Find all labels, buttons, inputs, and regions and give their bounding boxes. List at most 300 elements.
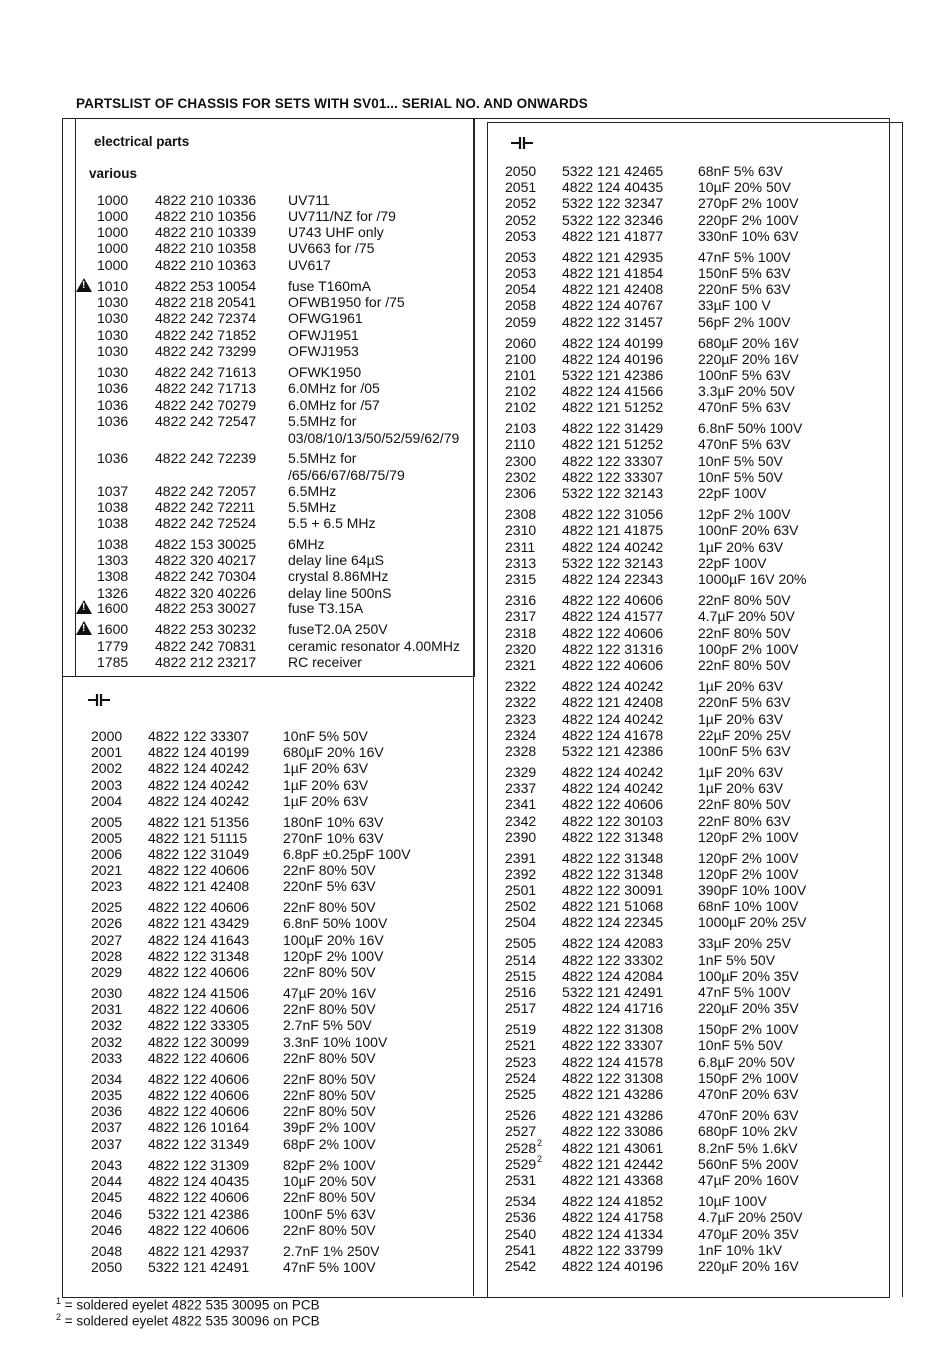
position-number: 2003	[91, 777, 123, 793]
table-row	[0, 539, 950, 555]
position-number: 2313	[505, 555, 537, 571]
part-code: 4822 253 10054	[155, 278, 257, 294]
position-number: 2516	[505, 984, 537, 1000]
part-code: 4822 124 40435	[562, 179, 664, 195]
part-description: 6.0MHz for /05	[288, 380, 380, 396]
part-code: 5322 122 32143	[562, 485, 664, 501]
part-description: 5.5MHz for	[288, 413, 357, 429]
table-row	[0, 641, 950, 657]
part-code: 4822 122 40606	[562, 592, 664, 608]
part-code: 4822 121 42408	[562, 281, 664, 297]
part-description: 6MHz	[288, 536, 325, 552]
position-number: 2523	[505, 1054, 537, 1070]
part-code: 4822 122 30099	[148, 1034, 250, 1050]
position-number: 2337	[505, 780, 537, 796]
position-number: 2341	[505, 796, 537, 812]
position-number: 2032	[91, 1034, 123, 1050]
position-number: 2515	[505, 968, 537, 984]
part-description: fuse T160mA	[288, 278, 372, 294]
footnote-text: = soldered eyelet 4822 535 30096 on PCB	[64, 1313, 320, 1329]
part-code: 4822 122 40606	[148, 1050, 250, 1066]
position-number: 2542	[505, 1258, 537, 1274]
part-description: 120pF 2% 100V	[698, 866, 799, 882]
table-row	[0, 265, 950, 281]
part-code: 4822 124 40242	[562, 539, 664, 555]
table-row	[0, 608, 950, 624]
part-code: 4822 242 70304	[155, 568, 257, 584]
part-code: 4822 122 40606	[562, 657, 664, 673]
table-row	[0, 281, 950, 297]
part-description: 10nF 5% 50V	[283, 728, 368, 744]
part-description: 6.8µF 20% 50V	[698, 1054, 795, 1070]
part-code: 4822 122 40606	[148, 1222, 250, 1238]
footnote-mark: 2	[56, 1312, 62, 1322]
position-number: 2328	[505, 743, 537, 759]
part-code: 4822 122 31349	[148, 1136, 250, 1152]
table-row	[0, 1140, 950, 1156]
part-description: 22nF 80% 50V	[698, 657, 791, 673]
part-code: 4822 210 10339	[155, 224, 257, 240]
part-code: 4822 124 41566	[562, 383, 664, 399]
table-row	[0, 179, 950, 195]
footnote-2	[56, 1312, 320, 1329]
capacitor-icon	[511, 136, 533, 150]
part-description: 22nF 80% 50V	[283, 862, 376, 878]
position-number: 2102	[505, 399, 537, 415]
part-description: 680µF 20% 16V	[698, 335, 799, 351]
position-number: 2100	[505, 351, 537, 367]
part-description: OFWB1950 for /75	[288, 294, 405, 310]
position-number: 2101	[505, 367, 537, 383]
position-number: 2529	[505, 1156, 537, 1172]
position-number: 2528	[505, 1140, 537, 1156]
position-number: 1000	[97, 192, 129, 208]
part-code: 4822 122 33305	[148, 1017, 250, 1033]
part-code: 4822 122 40606	[148, 1103, 250, 1119]
position-number: 2514	[505, 952, 537, 968]
table-row	[0, 592, 950, 608]
position-number: 2531	[505, 1172, 537, 1188]
part-code: 4822 210 10336	[155, 192, 257, 208]
part-code: 4822 122 31457	[562, 314, 664, 330]
position-number: 2027	[91, 932, 123, 948]
part-description: 12pF 2% 100V	[698, 506, 791, 522]
part-code: 4822 122 40606	[148, 1071, 250, 1087]
table-row	[0, 436, 950, 452]
footnote-reference: 2	[537, 1154, 543, 1164]
table-row	[0, 1156, 950, 1172]
position-number: 2521	[505, 1037, 537, 1053]
table-row	[0, 1209, 950, 1225]
part-code: 5322 122 32346	[562, 212, 664, 228]
position-number: 2306	[505, 485, 537, 501]
table-row	[0, 469, 950, 485]
part-description: 100µF 20% 16V	[283, 932, 384, 948]
position-number: 2005	[91, 830, 123, 846]
part-description: 470nF 20% 63V	[698, 1086, 799, 1102]
part-description: 39pF 2% 100V	[283, 1119, 376, 1135]
table-row	[0, 163, 950, 179]
position-number: 1030	[97, 364, 129, 380]
part-code: 4822 124 41334	[562, 1226, 664, 1242]
position-number: 1038	[97, 536, 129, 552]
part-code: 4822 153 30025	[155, 536, 257, 552]
part-code: 4822 218 20541	[155, 294, 257, 310]
part-code: 4822 320 40226	[155, 585, 257, 601]
part-description: OFWK1950	[288, 364, 362, 380]
part-code: 4822 242 72057	[155, 483, 257, 499]
part-description: 4.7µF 20% 50V	[698, 608, 795, 624]
position-number: 2541	[505, 1242, 537, 1258]
part-description: 1µF 20% 63V	[698, 539, 784, 555]
part-code: 5322 121 42465	[562, 163, 664, 179]
part-description: 220nF 5% 63V	[283, 878, 376, 894]
position-number: 2315	[505, 571, 537, 587]
position-number: 2021	[91, 862, 123, 878]
part-code: 4822 122 31056	[562, 506, 664, 522]
part-code: 4822 122 30091	[562, 882, 664, 898]
part-description: 2.7nF 5% 50V	[283, 1017, 372, 1033]
position-number: 2032	[91, 1017, 123, 1033]
part-code: 4822 124 40242	[562, 780, 664, 796]
table-row	[0, 1086, 950, 1102]
part-description: 10nF 5% 50V	[698, 469, 783, 485]
position-number: 2025	[91, 899, 123, 915]
part-description: 220nF 5% 63V	[698, 281, 791, 297]
table-row	[0, 1123, 950, 1139]
position-number: 1030	[97, 343, 129, 359]
position-number: 2051	[505, 179, 537, 195]
part-code: 4822 253 30027	[155, 600, 257, 616]
part-code: 4822 242 70831	[155, 638, 257, 654]
part-description: 470nF 5% 63V	[698, 436, 791, 452]
part-description: 100nF 20% 63V	[698, 522, 799, 538]
part-code: 4822 122 33086	[562, 1123, 664, 1139]
part-code: 4822 124 41678	[562, 727, 664, 743]
part-description: 47µF 20% 16V	[283, 985, 376, 1001]
table-row	[0, 914, 950, 930]
position-number: 2527	[505, 1123, 537, 1139]
part-description: 220µF 20% 35V	[698, 1000, 799, 1016]
position-number: 2103	[505, 420, 537, 436]
table-row	[0, 678, 950, 694]
table-row	[0, 625, 950, 641]
table-row	[0, 882, 950, 898]
part-code: 4822 126 10164	[148, 1119, 250, 1135]
table-row	[0, 727, 950, 743]
part-code: 4822 122 33307	[562, 469, 664, 485]
part-code: 4822 253 30232	[155, 621, 257, 637]
position-number: 2505	[505, 935, 537, 951]
table-row	[0, 555, 950, 571]
part-code: 4822 121 51356	[148, 814, 250, 830]
part-code: 4822 124 40196	[562, 1258, 664, 1274]
footnote-mark: 1	[56, 1296, 62, 1306]
position-number: 2517	[505, 1000, 537, 1016]
position-number: 1785	[97, 654, 129, 670]
table-row	[0, 1054, 950, 1070]
table-row	[0, 694, 950, 710]
part-description: OFWJ1953	[288, 343, 359, 359]
part-code: 4822 122 33307	[562, 453, 664, 469]
part-description: 22pF 100V	[698, 555, 767, 571]
position-number: 1036	[97, 450, 129, 466]
table-row	[0, 399, 950, 415]
position-number: 2323	[505, 711, 537, 727]
position-number: 2308	[505, 506, 537, 522]
part-code: 4822 210 10363	[155, 257, 257, 273]
table-row	[0, 780, 950, 796]
part-description: 82pF 2% 100V	[283, 1157, 376, 1173]
part-description: 47µF 20% 160V	[698, 1172, 799, 1188]
electrical-parts-heading: electrical parts	[94, 134, 190, 149]
position-number: 2004	[91, 793, 123, 809]
position-number: 1326	[97, 585, 129, 601]
position-number: 2050	[505, 163, 537, 179]
part-description: delay line 64µS	[288, 552, 385, 568]
part-description: 220µF 20% 16V	[698, 1258, 799, 1274]
position-number: 1038	[97, 499, 129, 515]
table-row	[0, 764, 950, 780]
position-number: 2031	[91, 1001, 123, 1017]
part-code: 4822 122 31348	[562, 829, 664, 845]
part-description: 68nF 10% 100V	[698, 898, 799, 914]
position-number: 2033	[91, 1050, 123, 1066]
part-code: 4822 242 71713	[155, 380, 257, 396]
part-code: 5322 121 42491	[148, 1259, 250, 1275]
part-code: 4822 124 40242	[562, 764, 664, 780]
part-code: 4822 242 72524	[155, 515, 257, 531]
part-description: 1µF 20% 63V	[283, 793, 369, 809]
position-number: 2392	[505, 866, 537, 882]
part-code: 4822 121 42935	[562, 249, 664, 265]
position-number: 2391	[505, 850, 537, 866]
part-description: 56pF 2% 100V	[698, 314, 791, 330]
part-description: 1µF 20% 63V	[698, 678, 784, 694]
position-number: 2322	[505, 678, 537, 694]
part-code: 4822 124 41716	[562, 1000, 664, 1016]
position-number: 2036	[91, 1103, 123, 1119]
table-row	[0, 314, 950, 330]
table-row	[0, 228, 950, 244]
table-row	[0, 297, 950, 313]
position-number: 1303	[97, 552, 129, 568]
part-description: UV617	[288, 257, 331, 273]
part-code: 4822 242 72374	[155, 310, 257, 326]
part-code: 4822 121 51252	[562, 436, 664, 452]
table-row	[0, 522, 950, 538]
position-number: 2052	[505, 212, 537, 228]
table-row	[0, 351, 950, 367]
part-code: 4822 122 33307	[562, 1037, 664, 1053]
part-description: 10µF 20% 50V	[698, 179, 791, 195]
part-code: 4822 122 31049	[148, 846, 250, 862]
part-code: 4822 122 31308	[562, 1070, 664, 1086]
part-code: 4822 121 42937	[148, 1243, 250, 1259]
part-description: RC receiver	[288, 654, 362, 670]
position-number: 2053	[505, 228, 537, 244]
part-code: 4822 210 10356	[155, 208, 257, 224]
part-description: 33µF 100 V	[698, 297, 771, 313]
position-number: 2342	[505, 813, 537, 829]
part-description: 5.5MHz for	[288, 450, 357, 466]
part-code: 4822 122 40606	[148, 1189, 250, 1205]
part-description: 100nF 5% 63V	[283, 1206, 376, 1222]
position-number: 2310	[505, 522, 537, 538]
part-code: 4822 121 43286	[562, 1086, 664, 1102]
part-code: 4822 121 51115	[148, 830, 248, 846]
part-code: 4822 242 70279	[155, 397, 257, 413]
part-description: 150nF 5% 63V	[698, 265, 791, 281]
part-code: 5322 121 42386	[562, 743, 664, 759]
part-description: 1nF 5% 50V	[698, 952, 776, 968]
part-description: 3.3µF 20% 50V	[698, 383, 795, 399]
position-number: 2045	[91, 1189, 123, 1205]
position-number: 2322	[505, 694, 537, 710]
position-number: 2524	[505, 1070, 537, 1086]
position-number: 2525	[505, 1086, 537, 1102]
table-row	[0, 866, 950, 882]
part-code: 4822 124 42083	[562, 935, 664, 951]
position-number: 2324	[505, 727, 537, 743]
part-description: 22nF 80% 63V	[698, 813, 791, 829]
position-number: 2002	[91, 760, 123, 776]
table-row	[0, 898, 950, 914]
part-code: 4822 124 40242	[148, 777, 250, 793]
part-code: 4822 122 31429	[562, 420, 664, 436]
position-number: 2060	[505, 335, 537, 351]
table-row	[0, 1258, 950, 1274]
position-number: 1036	[97, 413, 129, 429]
position-number: 2526	[505, 1107, 537, 1123]
table-row	[0, 796, 950, 812]
position-number: 2329	[505, 764, 537, 780]
position-number: 2536	[505, 1209, 537, 1225]
part-code: 4822 122 30103	[562, 813, 664, 829]
part-description: 10µF 100V	[698, 1193, 767, 1209]
part-description: 120pF 2% 100V	[283, 948, 384, 964]
position-number: 2534	[505, 1193, 537, 1209]
table-row	[0, 829, 950, 845]
part-description: 1µF 20% 63V	[698, 780, 784, 796]
position-number: 2318	[505, 625, 537, 641]
footnote-reference: 2	[537, 1138, 543, 1148]
part-code: 4822 122 40606	[148, 964, 250, 980]
position-number: 1036	[97, 397, 129, 413]
part-description: 03/08/10/13/50/52/59/62/79	[288, 430, 460, 446]
part-description: 22nF 80% 50V	[283, 964, 376, 980]
part-description: U743 UHF only	[288, 224, 384, 240]
position-number: 2302	[505, 469, 537, 485]
position-number: 1000	[97, 208, 129, 224]
part-code: 4822 122 31348	[148, 948, 250, 964]
part-description: 10µF 20% 50V	[283, 1173, 376, 1189]
table-row	[0, 1021, 950, 1037]
part-code: 4822 242 72547	[155, 413, 257, 429]
table-row	[0, 367, 950, 383]
part-description: 1µF 20% 63V	[698, 711, 784, 727]
position-number: 2540	[505, 1226, 537, 1242]
position-number: 1030	[97, 310, 129, 326]
position-number: 1600	[97, 621, 129, 637]
part-code: 4822 124 42084	[562, 968, 664, 984]
part-code: 4822 242 71613	[155, 364, 257, 380]
part-description: UV711	[288, 192, 330, 208]
part-description: ceramic resonator 4.00MHz	[288, 638, 460, 654]
part-description: 22nF 80% 50V	[283, 899, 376, 915]
part-code: 4822 122 40606	[562, 796, 664, 812]
part-code: 4822 122 40606	[148, 1087, 250, 1103]
part-description: 68pF 2% 100V	[283, 1136, 376, 1152]
part-code: 5322 121 42491	[562, 984, 664, 1000]
position-number: 2023	[91, 878, 123, 894]
part-code: 4822 122 33307	[148, 728, 250, 744]
part-code: 4822 122 31348	[562, 850, 664, 866]
position-number: 2043	[91, 1157, 123, 1173]
position-number: 1779	[97, 638, 129, 654]
table-row	[0, 1070, 950, 1086]
part-code: 4822 122 31308	[562, 1021, 664, 1037]
part-description: 150pF 2% 100V	[698, 1021, 799, 1037]
footnote-text: = soldered eyelet 4822 535 30095 on PCB	[64, 1297, 320, 1313]
position-number: 2046	[91, 1206, 123, 1222]
position-number: 1037	[97, 483, 129, 499]
position-number: 2058	[505, 297, 537, 313]
table-row	[0, 212, 950, 228]
table-row	[0, 952, 950, 968]
position-number: 2030	[91, 985, 123, 1001]
part-description: 270pF 2% 100V	[698, 195, 799, 211]
part-description: 180nF 10% 63V	[283, 814, 384, 830]
part-code: 4822 122 33799	[562, 1242, 664, 1258]
table-row	[0, 506, 950, 522]
table-row	[0, 743, 950, 759]
position-number: 2390	[505, 829, 537, 845]
table-row	[0, 453, 950, 469]
part-code: 4822 124 41577	[562, 608, 664, 624]
position-number: 2519	[505, 1021, 537, 1037]
position-number: 2316	[505, 592, 537, 608]
part-description: 1000µF 16V 20%	[698, 571, 807, 587]
part-description: 4.7µF 20% 250V	[698, 1209, 803, 1225]
part-description: 220nF 5% 63V	[698, 694, 791, 710]
table-row	[0, 1193, 950, 1209]
part-code: 4822 212 23217	[155, 654, 257, 670]
part-description: 8.2nF 5% 1.6kV	[698, 1140, 798, 1156]
position-number: 2006	[91, 846, 123, 862]
part-description: 1nF 10% 1kV	[698, 1242, 783, 1258]
part-description: 390pF 10% 100V	[698, 882, 807, 898]
part-code: 4822 124 40435	[148, 1173, 250, 1189]
position-number: 2044	[91, 1173, 123, 1189]
table-row	[0, 335, 950, 351]
part-code: 4822 121 43061	[562, 1140, 664, 1156]
position-number: 1000	[97, 257, 129, 273]
part-code: 4822 124 41506	[148, 985, 250, 1001]
part-description: 10nF 5% 50V	[698, 453, 783, 469]
part-description: OFWG1961	[288, 310, 363, 326]
table-row	[0, 813, 950, 829]
part-code: 5322 121 42386	[148, 1206, 250, 1222]
part-description: 47nF 5% 100V	[698, 249, 791, 265]
table-row	[0, 1226, 950, 1242]
position-number: 2504	[505, 914, 537, 930]
part-code: 4822 121 43368	[562, 1172, 664, 1188]
table-row	[0, 195, 950, 211]
part-description: 6.8nF 50% 100V	[283, 915, 388, 931]
part-code: 4822 122 31348	[562, 866, 664, 882]
part-description: 5.5 + 6.5 MHz	[288, 515, 376, 531]
